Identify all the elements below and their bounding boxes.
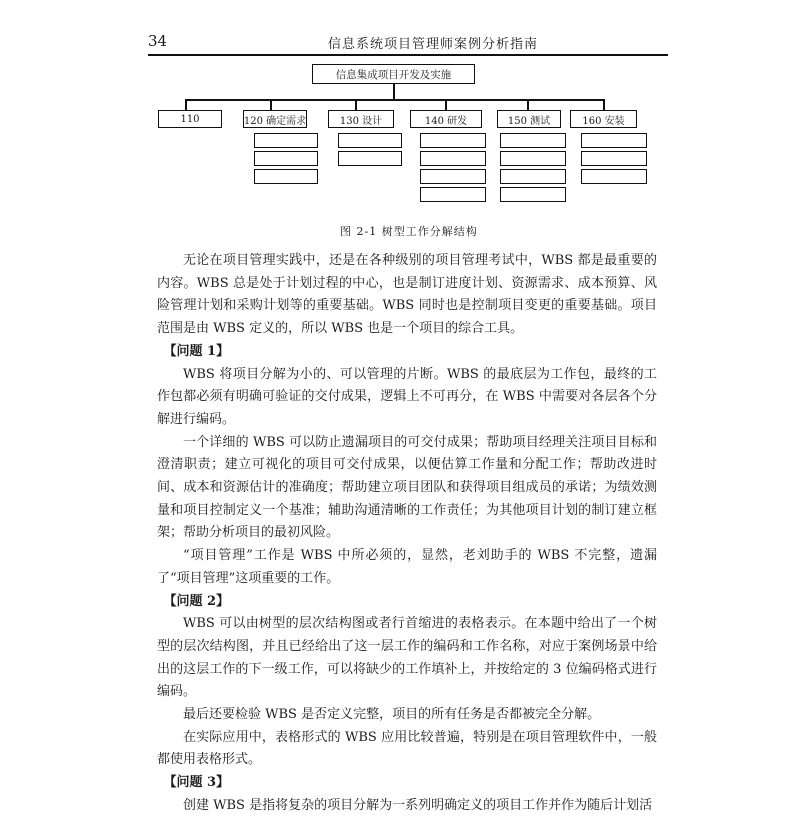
paragraph: WBS 将项目分解为小的、可以管理的片断。WBS 的最底层为工作包，最终的工作包都必须有明确可验证的交付成果，逻辑上不可再分，在 WBS 中需要对各层各个分解进行编码。 [157,366,657,427]
empty-work-box [420,187,486,202]
wbs-node-150: 150 测试 [497,110,561,128]
paragraph: “项目管理”工作是 WBS 中所必须的，显然，老刘助手的 WBS 不完整，遗漏了“项目管理”这项重要的工作。 [157,548,657,586]
wbs-root-box: 信息集成项目开发及实施 [312,64,475,84]
empty-work-box [500,133,566,148]
connector-drop-140 [445,99,447,110]
paragraph: WBS 可以由树型的层次结构图或者行首缩进的表格表示。在本题中给出了一个树型的层次结构图，并且已经给出了这一层工作的编码和工作名称，对应于案例场景中给出的这层工作的下一级工作，可以将缺少的工作填补上，并按给定的 3 位编码格式进行编码。 [157,616,657,700]
connector-drop-160 [603,99,605,110]
empty-work-box [254,151,318,166]
connector-drop-110 [185,99,187,110]
paragraph: 最后还要检验 WBS 是否定义完整，项目的所有任务是否都被完全分解。 [183,707,601,723]
connector-horizontal [185,99,604,101]
empty-work-box [420,133,486,148]
empty-work-box [581,151,647,166]
body-text [157,250,657,818]
paragraph: 一个详细的 WBS 可以防止遗漏项目的可交付成果；帮助项目经理关注项目目标和澄清职责；建立可视化的项目可交付成果，以便估算工作量和分配工作；帮助改进时间、成本和资源估计的准确度；帮助建立项目团队和获得项目组成员的承诺；为绩效测量和项目控制定义一个基准；辅助沟通清晰的工作责任；为其他项目计划的制订建立框架；帮助分析项目的最初风险。 [157,434,657,541]
figure-caption: 图 2-1 树型工作分解结构 [340,225,478,238]
empty-work-box [500,151,566,166]
connector-drop-130 [355,99,357,110]
paragraph: 创建 WBS 是指将复杂的项目分解为一系列明确定义的项目工作并作为随后计划活 [183,797,653,813]
wbs-node-140: 140 研发 [410,110,482,128]
page-number: 34 [148,32,168,50]
wbs-node-130: 130 设计 [328,110,394,128]
empty-work-box [338,133,402,148]
empty-work-box [581,133,647,148]
wbs-node-120: 120 确定需求 [243,110,307,128]
book-title: 信息系统项目管理师案例分析指南 [328,37,539,52]
empty-work-box [338,151,402,166]
question-heading: 【问题 2】 [163,593,230,609]
empty-work-box [254,133,318,148]
connector-drop-120 [270,99,272,110]
question-heading: 【问题 1】 [163,343,230,359]
empty-work-box [581,169,647,184]
question-heading: 【问题 3】 [163,775,230,791]
paragraph: 在实际应用中，表格形式的 WBS 应用比较普遍，特别是在项目管理软件中，一般都使用表格形式。 [157,729,657,768]
empty-work-box [254,169,318,184]
empty-work-box [500,169,566,184]
connector-root-stem [393,84,395,100]
empty-work-box [500,187,566,202]
wbs-node-110: 110 [158,110,222,128]
paragraph: 无论在项目管理实践中，还是在各种级别的项目管理考试中，WBS 都是最重要的内容。WBS 总是处于计划过程的中心，也是制订进度计划、资源需求、成本预算、风险管理计划和采购计划等的重要基础。WBS 同时也是控制项目变更的重要基础。项目范围是由 WBS 定义的，所以 WBS 也是一个项目的综合工具。 [157,253,657,337]
wbs-node-160: 160 安装 [570,110,637,128]
wbs-tree-diagram [0,0,800,215]
connector-drop-150 [527,99,529,110]
empty-work-box [420,169,486,184]
empty-work-box [420,151,486,166]
